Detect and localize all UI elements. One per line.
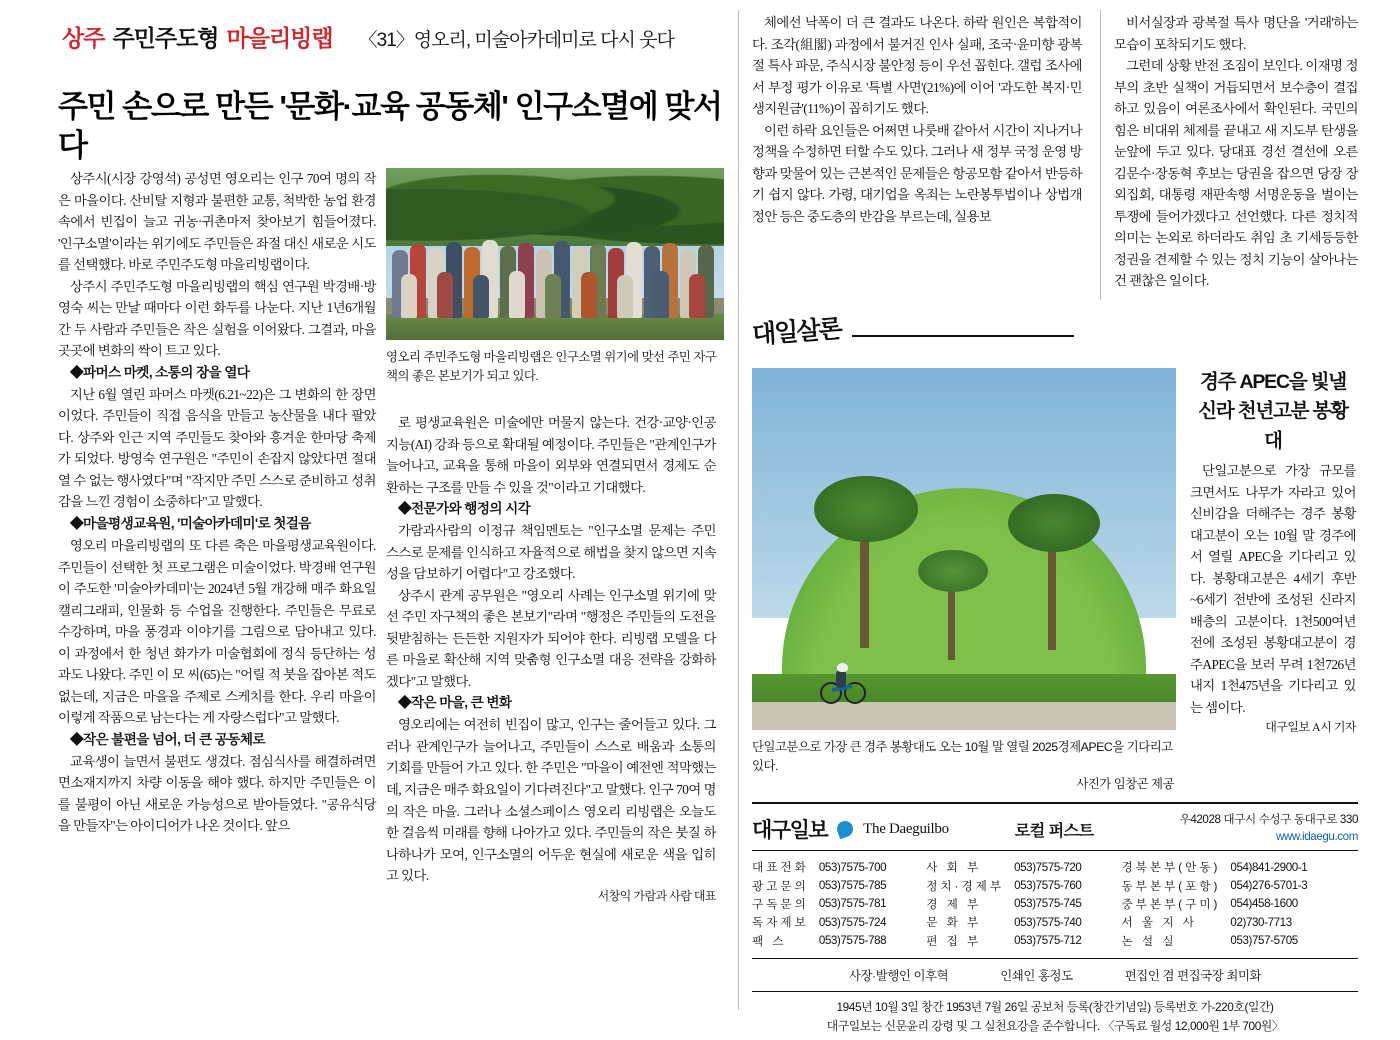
colophon (752, 802, 1358, 1033)
contact-label: 편 집 부 (926, 934, 982, 948)
table-row (1121, 913, 1321, 931)
tree-canopy (814, 476, 918, 542)
masthead-brand-mid: 주민주도형 (112, 25, 219, 51)
contact-label: 사 회 부 (926, 861, 982, 875)
table-row (926, 876, 1095, 894)
opinion-column-4 (1114, 12, 1358, 292)
newspaper-logo-en: The Daeguilbo (863, 820, 949, 837)
contact-number: 053)7575-740 (1014, 915, 1082, 929)
contact-label: 구독문의 (752, 897, 809, 911)
contact-number: 02)730-7713 (1230, 915, 1292, 929)
paragraph: 상주시 관계 공무원은 "영오리 사례는 인구소멸 위기에 맞선 주민 자구책의 좋은 본보기"라며 "행정은 주민들의 도전을 뒷받침하는 든든한 지원자가 되어야 한다. 리빙랩 모델을 다른 마을로 확산해 지역 맞춤형 인구소멸 대응 전략을 강화하겠다"고 말했다. (386, 587, 716, 689)
bonghwangdae-photo (752, 368, 1176, 730)
paragraph: 상주시(시장 강영석) 공성면 영오리는 인구 70여 명의 작은 마을이다. 산비탈 지형과 불편한 교통, 척박한 농업 환경 속에서 빈집이 늘고 귀농·귀촌마저 찾아보기 힘들어졌다. '인구소멸'이라는 위기에도 주민들은 좌절 대신 새로운 시도를 선택했다. 바로 주민주도형 마을리빙랩이다. (58, 171, 376, 273)
subheading: ◆작은 마을, 큰 변화 (398, 695, 512, 711)
table-row (752, 913, 900, 931)
masthead-brand-prefix: 상주 (62, 25, 105, 51)
column-divider-1 (738, 10, 739, 1010)
opinion-column-3 (752, 12, 1082, 227)
contact-columns (752, 858, 1358, 950)
contact-label: 광고문의 (752, 879, 809, 893)
masthead-series-label: 〈31〉영오리, 미술아카데미로 다시 웃다 (358, 30, 674, 51)
role-publisher: 사장·발행인 이후혁 (848, 968, 949, 983)
article-column-1 (58, 168, 376, 837)
divider (752, 850, 1358, 851)
photo-caption-2-text: 단일고분으로 가장 큰 경주 봉황대도 오는 10월 말 열릴 2025경제APEC을 기다리고 있다. (752, 740, 1173, 773)
legal-line-1: 1945년 10월 3일 창간 1953년 7월 26일 공보처 등록(창간기념일) 등록번호 가-220호(일간) (836, 999, 1274, 1014)
contact-number: 053)7575-712 (1014, 934, 1082, 948)
contacts-right (1121, 858, 1321, 950)
contact-label: 경 제 부 (926, 897, 982, 911)
contact-label: 경북본부(안동) (1121, 861, 1221, 875)
paragraph: 단일고분으로 가장 규모를 크면서도 나무가 자라고 있어 신비감을 더해주는 경주 봉황대고분이 오는 10월 말 경주에서 열릴 APEC을 기다리고 있다. 봉황대고분은 4세기 후반~6세기 전반에 조성된 신라지배층의 고분이다. 1천500여년 전에 조성된 봉황대고분이 경주APEC을 보러 무려 1천726년 내지 1천475년을 기다리고 있는 셈이다. (1190, 463, 1356, 715)
masthead (62, 20, 722, 53)
role-printer: 인쇄인 홍정도 (1000, 968, 1073, 983)
photo-road (752, 702, 1176, 730)
tree-canopy (1008, 494, 1100, 552)
photo-caption-2 (752, 738, 1174, 794)
contact-number: 054)458-1600 (1230, 897, 1298, 911)
paragraph: 상주시 주민주도형 마을리빙랩의 핵심 연구원 박경배·방영숙 씨는 만날 때마다 이런 화두를 나눈다. 지난 1년6개월간 두 사람과 주민들은 작은 실험을 이어왔다. 그결과, 마을 곳곳에 변화의 싹이 트고 있다. (58, 278, 376, 359)
subheading: ◆파머스 마켓, 소통의 장을 열다 (70, 364, 250, 380)
contact-label: 동부본부(포항) (1121, 879, 1221, 893)
opinion-brand-rule (852, 335, 1074, 337)
page-title: 주민 손으로 만든 '문화·교육 공동체' 인구소멸에 맞서다 (58, 89, 722, 163)
contact-number: 054)276-5701-3 (1230, 879, 1308, 893)
contact-label: 서 울 지 사 (1121, 916, 1197, 930)
village-group-photo (386, 168, 724, 340)
contact-number: 053)7575-788 (818, 934, 887, 948)
table-row (926, 895, 1095, 913)
contact-number: 053)7575-724 (818, 915, 887, 929)
role-editor: 편집인 겸 편집국장 최미화 (1124, 968, 1262, 983)
contact-label: 대표전화 (752, 861, 809, 875)
paragraph: 지난 6월 열린 파머스 마켓(6.21~22)은 그 변화의 한 장면이었다. 주민들이 직접 음식을 만들고 농산물을 내다 팔았다. 상주와 인근 지역 주민들도 찾아와 흥겨운 한마당 축제가 되었다. 방영숙 연구원은 "주민이 손잡지 않았다면 절대 열 수 없는 행사였다"며 "작지만 주민 스스로 준비하고 성취감을 느낀 경험이 소중하다"고 말했다. (58, 386, 376, 510)
table-row (926, 932, 1095, 950)
table-row (752, 895, 900, 913)
paragraph: 비서실장과 광복절 특사 명단을 '거래'하는 모습이 포착되기도 했다. (1114, 15, 1358, 52)
colophon-legal (752, 991, 1358, 1036)
contact-label: 팩 스 (752, 934, 787, 948)
table-row (752, 858, 900, 876)
article-column-2 (386, 412, 716, 906)
contact-label: 문 화 부 (926, 916, 982, 930)
slogan: 로컬 퍼스트 (1014, 822, 1094, 840)
contact-number: 054)841-2900-1 (1230, 860, 1308, 874)
tree-canopy (918, 550, 988, 592)
opinion-column-brand (752, 312, 1082, 348)
contact-number: 053)7575-760 (1014, 879, 1082, 893)
contacts-middle (926, 858, 1095, 950)
photo-credit: 사진가 임창곤 제공 (1076, 777, 1174, 792)
contact-number: 053)7575-785 (818, 879, 887, 893)
contact-number: 053)757-5705 (1230, 934, 1298, 948)
contact-label: 논 설 실 (1121, 934, 1177, 948)
opinion-column-brand-label: 대일살론 (751, 315, 842, 350)
table-row (752, 876, 900, 894)
table-row (926, 913, 1095, 931)
colophon-header (752, 804, 1358, 844)
contact-number: 053)7575-745 (1014, 897, 1082, 911)
table-row (1121, 932, 1321, 950)
table-row (752, 932, 900, 950)
subheading: ◆마을평생교육원, '미술아카데미'로 첫걸음 (70, 515, 311, 531)
contact-number: 053)7575-720 (1014, 860, 1082, 874)
article-byline: 서창익 가람과 사람 대표 (597, 888, 716, 903)
photo-caption-1: 영오리 주민주도형 마을리빙랩은 인구소멸 위기에 맞선 주민 자구책의 좋은 본보기가 되고 있다. (386, 350, 717, 383)
paragraph: 체에선 낙폭이 더 큰 결과도 나온다. 하락 원인은 복합적이다. 조각(組閣) 과정에서 불거진 인사 실패, 조국·윤미향 광복절 특사 파문, 주식시장 불안정 등이 우선 꼽힌다. 갤럽 조사에서 부정 평가 이유로 '특별 사면'(21%)에 이어 '과도한 복지·민생지원금'(11%)이 꼽히기도 했다. (752, 15, 1082, 117)
colophon-address-block (1180, 812, 1358, 846)
table-row (1121, 895, 1321, 913)
paragraph: 영오리 마을리빙랩의 또 다른 축은 마을평생교육원이다. 주민들이 선택한 첫 프로그램은 미술이었다. 박경배 연구원이 주도한 '미술아카데미'는 2024년 5월 개강해 매주 화요일 캘리그래피, 인물화 등 수업을 진행한다. 주민들은 무료로 수강하며, 마을 풍경과 이야기를 그림으로 담아내고 있다. 이 과정에서 한 청년 화가가 미술협회에 정식 등단하는 성과도 나왔다. 주민 이 모 씨(65)는 "어릴 적 붓을 잡아본 적도 없는데, 지금은 마을을 주제로 스케치를 한다. 우리 마을이 이렇게 작품으로 남는다는 게 자랑스럽다"고 말했다. (58, 538, 376, 726)
contact-number: 053)7575-700 (818, 860, 887, 874)
colophon-roles (752, 958, 1358, 984)
photo-people-group (386, 222, 724, 318)
contacts-left (752, 858, 900, 950)
newspaper-logo: 대구일보 (752, 819, 828, 842)
column-divider-2 (1100, 10, 1101, 300)
table-row (1121, 876, 1321, 894)
table-row (1121, 858, 1321, 876)
contact-label: 중부본부(구미) (1121, 897, 1221, 911)
paragraph: 영오리에는 여전히 빈집이 많고, 인구는 줄어들고 있다. 그러나 관계인구가 늘어나고, 주민들이 스스로 배움과 소통의 기회를 만들어 가고 있다. 한 주민은 "마을이 예전엔 적막했는데, 지금은 매주 화요일이 기다려진다"고 말했다. 인구 70여 명의 작은 마을. 그러나 소셜스페이스 영오리 리빙랩은 오늘도 한 걸음씩 미래를 향해 나아가고 있다. 주민들의 작은 붓질 하나하나가 모여, 인구소멸의 어두운 현실에 새로운 색을 입히고 있다. (386, 717, 716, 884)
legal-line-2: 대구일보는 신문윤리 강령 및 그 실천요강을 준수합니다. 〈구독료 월성 12,000원 1부 700원〉 (826, 1018, 1284, 1033)
contact-label: 독자제보 (752, 916, 809, 930)
right-article-headline: 경주 APEC을 빛낼 신라 천년고분 봉황대 (1198, 371, 1348, 452)
contact-label: 정치·경제부 (926, 879, 1005, 893)
subheading: ◆전문가와 행정의 시각 (398, 501, 531, 517)
right-article-byline: 대구일보 A시 기자 (1265, 720, 1356, 735)
paragraph: 이런 하락 요인들은 어쩌면 나룻배 같아서 시간이 지나거나 정책을 수정하면 터할 수도 있다. 그러나 새 정부 국정 운영 방향과 맞물어 있는 근본적인 문제들은 항공모함 같아서 반등하기 쉽지 않다. 가령, 대기업을 옥죄는 노란봉투법이나 상법개정안 등은 중도층의 반감을 부르는데, 실용보 (752, 122, 1082, 224)
table-row (926, 858, 1095, 876)
colophon-address: 우42028 대구시 수성구 동대구로 330 (1179, 813, 1358, 826)
website-url[interactable]: www.idaegu.com (1275, 829, 1358, 843)
paragraph: 교육생이 늘면서 불편도 생겼다. 점심식사를 해결하려면 면소재지까지 차량 이동을 해야 했다. 하지만 주민들은 이를 불평이 아닌 새로운 가능성으로 받아들였다. "공유식당을 만들자"는 아이디어가 나온 것이다. 앞으 (58, 753, 376, 834)
masthead-brand-accent: 마을리빙랩 (226, 25, 333, 51)
paragraph: 가람과사람의 이정규 책임멘토는 "인구소멸 문제는 주민 스스로 문제를 인식하고 자율적으로 해법을 찾지 않으면 지속성을 담보하기 어렵다"고 강조했다. (386, 523, 716, 582)
paragraph: 그런데 상황 반전 조짐이 보인다. 이재명 정부의 초반 실책이 거듭되면서 보수층이 결집하고 있음이 여론조사에서 확인된다. 국민의힘은 비대위 체제를 끝내고 새 지도부 탄생을 눈앞에 두고 있다. 당대표 경선 결선에 오른 김문수·장동혁 후보는 당권을 잡으면 당장 장외집회, 대통령 재판속행 서명운동을 벌이는 투쟁에 들어가겠다고 선언했다. 다른 정치적 의미는 논외로 하더라도 취임 초 기세등등한 정권을 견제할 수 있는 정치 기능이 살아나는 건 괜찮은 일이다. (1114, 58, 1358, 289)
paragraph: 로 평생교육원은 미술에만 머물지 않는다. 건강·교양·인공지능(AI) 강좌 등으로 확대될 예정이다. 주민들은 "관계인구가 늘어나고, 교육을 통해 마을이 외부와 연결되면서 경제도 순환하는 구조를 만들 수 있을 것"이라고 기대했다. (386, 415, 716, 495)
contact-number: 053)7575-781 (818, 897, 887, 911)
bird-icon (835, 819, 856, 840)
subheading: ◆작은 불편을 넘어, 더 큰 공동체로 (70, 731, 265, 747)
right-article-body (1190, 460, 1356, 738)
cyclist (818, 658, 872, 704)
